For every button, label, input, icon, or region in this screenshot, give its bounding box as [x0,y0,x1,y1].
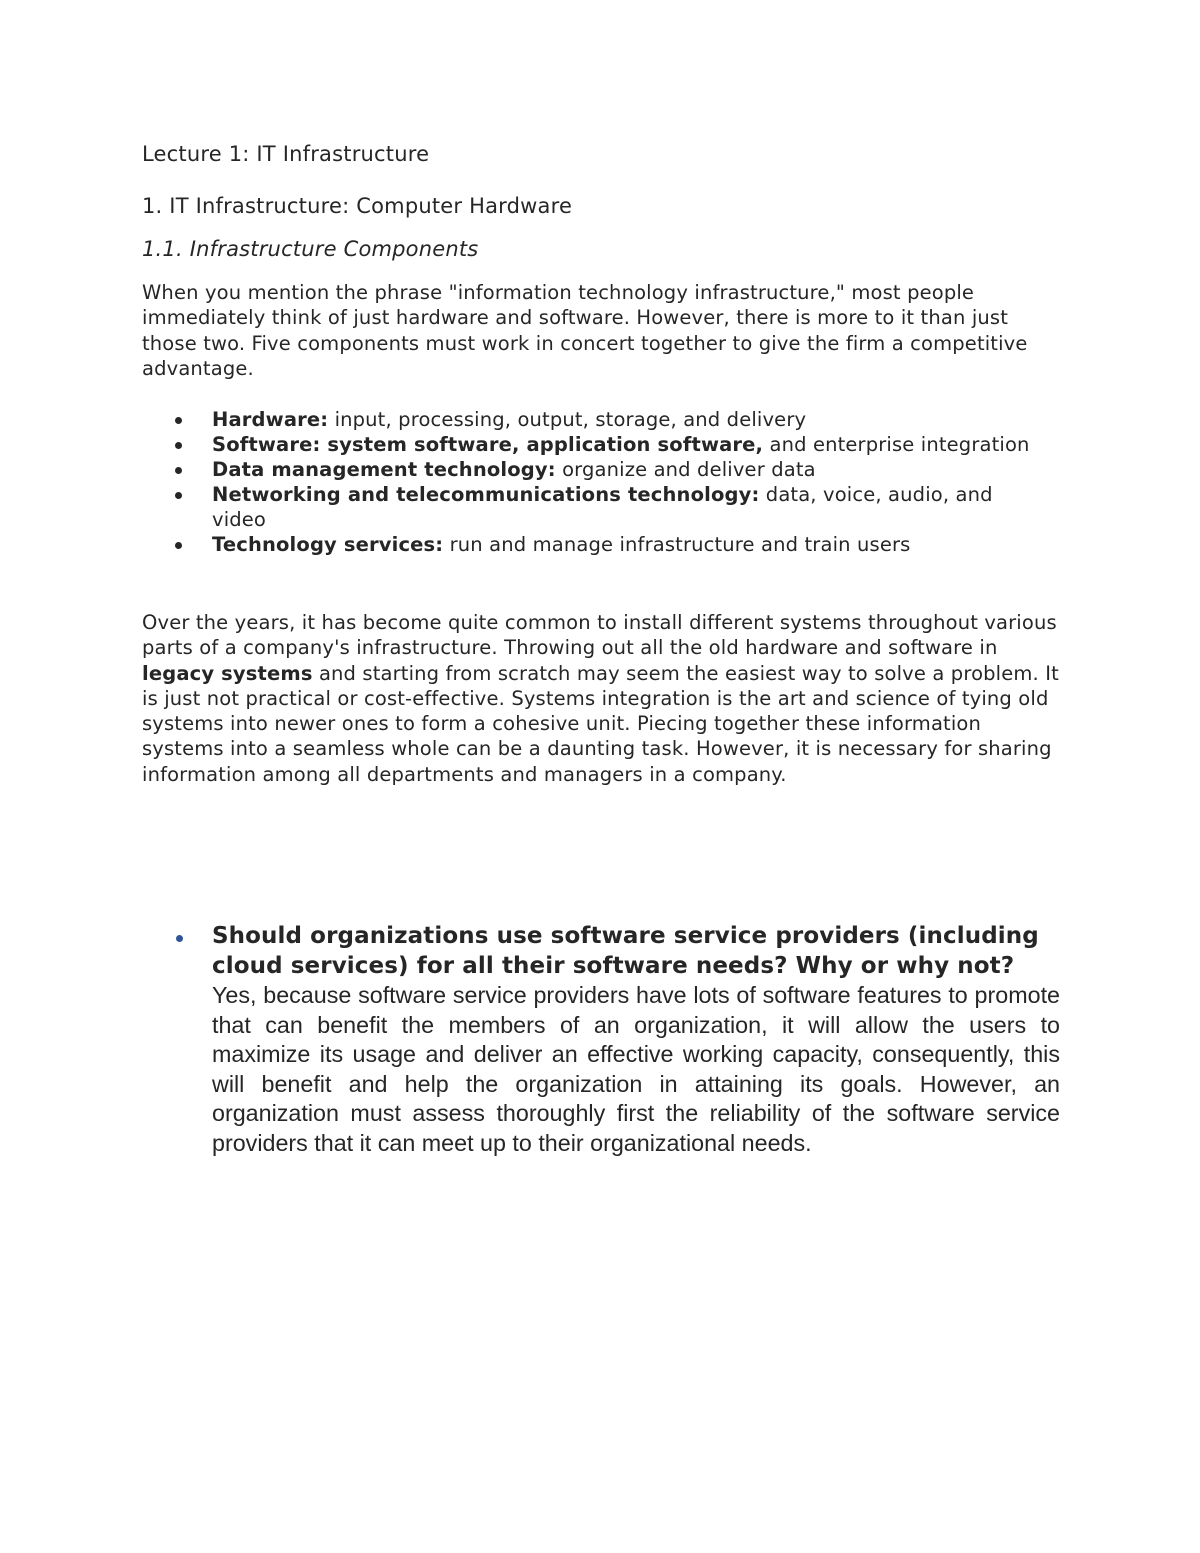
component-description: organize and deliver data [555,458,816,481]
document-title: Lecture 1: IT Infrastructure [142,142,430,166]
legacy-text-before: Over the years, it has become quite common to install different systems throughout various parts of a company's infrastructure. Throwing out all the old hardware and software in [142,611,1057,660]
list-item [142,482,1042,532]
answer-text: Yes, because software service providers have lots of software features to promote that can benefit the members of an organization, it will allow the users to maximize its usage and deliver an effective working capacity, consequently, this will benefit and help the organization in attaining its goals. However, an organization must assess thoroughly first the reliability of the software service providers that it can meet up to their organizational needs. [212,982,1060,1156]
components-list [142,407,1042,557]
component-term: Data management technology: [212,458,556,481]
list-item [142,457,1042,482]
component-term: Hardware: [212,408,329,431]
list-item [142,407,1042,432]
bullet-icon [176,935,183,942]
component-description: and enterprise integration [763,433,1030,456]
list-item [142,532,1042,557]
bullet-icon [175,442,182,449]
bullet-icon [175,467,182,474]
component-description: run and manage infrastructure and train users [443,533,911,556]
question-item [142,922,1060,1158]
component-description: input, processing, output, storage, and delivery [328,408,807,431]
component-term: Technology services: [212,533,444,556]
legacy-text-after: and starting from scratch may seem the easiest way to solve a problem. It is just not practical or cost-effective. Systems integration is the art and science of tying old systems into newer ones to form a cohesive unit. Piecing together these information systems into a seamless whole can be a daunting task. However, it is necessary for sharing information among all departments and managers in a company. [142,661,1059,786]
subsection-heading: 1.1. Infrastructure Components [142,237,479,261]
question-text: Should organizations use software service providers (including cloud services) for all their software needs? Why or why not? [212,923,1039,979]
section-heading: 1. IT Infrastructure: Computer Hardware [142,194,573,218]
component-term: Networking and telecommunications technology: [212,483,760,506]
component-description: data, voice, audio, and video [212,483,993,531]
question-list [142,922,1060,1158]
legacy-systems-term: legacy systems [142,661,313,685]
bullet-icon [175,417,182,424]
component-term: Software: system software, application software, [212,433,764,456]
list-item [142,432,1042,457]
bullet-icon [175,542,182,549]
bullet-icon [175,492,182,499]
legacy-systems-paragraph [142,610,1062,787]
intro-paragraph: When you mention the phrase "information technology infrastructure," most people immediately think of just hardware and software. However, there is more to it than just those two. Five components must work in concert together to give the firm a competitive advantage. [142,281,1028,380]
